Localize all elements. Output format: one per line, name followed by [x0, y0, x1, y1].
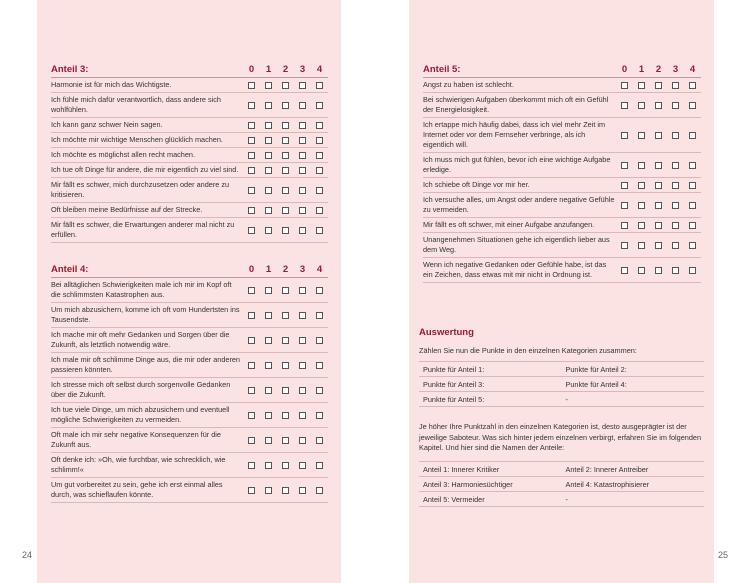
statement-text: Mir fällt es schwer, mich durchzusetzen oder andere zu kritisieren.: [51, 180, 230, 199]
points-row: [419, 377, 704, 392]
scale-label: 3: [299, 64, 306, 75]
rating-checkbox[interactable]: [655, 222, 662, 229]
rating-checkbox[interactable]: [316, 437, 323, 444]
statement-text: Oft denke ich: »Oh, wie furchtbar, wie schrecklich, wie schlimm!«: [51, 455, 226, 474]
statement-row: [51, 148, 328, 163]
rating-checkbox[interactable]: [689, 132, 696, 139]
statement-row: [51, 203, 328, 218]
rating-checkbox[interactable]: [282, 152, 289, 159]
statement-row: [423, 178, 701, 193]
scale-label: 3: [672, 64, 679, 75]
statement-row: [423, 78, 701, 93]
rating-checkbox[interactable]: [248, 337, 255, 344]
statement-row: [51, 378, 328, 403]
points-table: [419, 361, 704, 407]
rating-checkbox[interactable]: [282, 137, 289, 144]
rating-checkbox[interactable]: [316, 122, 323, 129]
statement-text: Ich möchte es möglichst allen recht machen.: [51, 150, 195, 159]
rating-checkbox[interactable]: [248, 287, 255, 294]
rating-checkbox[interactable]: [655, 202, 662, 209]
rating-checkbox[interactable]: [282, 227, 289, 234]
rating-checkbox[interactable]: [248, 227, 255, 234]
rating-checkbox[interactable]: [316, 462, 323, 469]
table-cell: Punkte für Anteil 2:: [565, 364, 627, 374]
rating-checkbox[interactable]: [248, 122, 255, 129]
rating-checkbox[interactable]: [621, 82, 628, 89]
rating-checkbox[interactable]: [299, 312, 306, 319]
auswertung-explanation: Je höher Ihre Punktzahl in den einzelnen Kategorien ist, desto ausgeprägter ist der jeweilige Saboteur. Was sich hinter jedem einzelnen verbirgt, erfahren Sie im folgenden Kapitel. Und hier sind die Namen der Anteile:: [419, 422, 702, 452]
rating-checkbox[interactable]: [299, 387, 306, 394]
rating-checkbox[interactable]: [299, 362, 306, 369]
statement-text: Mir fällt es oft schwer, mit einer Aufgabe anzufangen.: [423, 220, 595, 229]
rating-checkbox[interactable]: [299, 337, 306, 344]
rating-checkbox[interactable]: [621, 132, 628, 139]
scale-label: 2: [655, 64, 662, 75]
rating-checkbox[interactable]: [316, 82, 323, 89]
names-row: [419, 462, 704, 477]
page-number-right: 25: [718, 550, 729, 560]
points-row: [419, 362, 704, 377]
rating-checkbox[interactable]: [282, 437, 289, 444]
rating-checkbox[interactable]: [316, 312, 323, 319]
rating-checkbox[interactable]: [265, 82, 272, 89]
rating-checkbox[interactable]: [316, 487, 323, 494]
statement-text: Ich kann ganz schwer Nein sagen.: [51, 120, 163, 129]
rating-checkbox[interactable]: [655, 267, 662, 274]
rating-checkbox[interactable]: [248, 102, 255, 109]
rating-checkbox[interactable]: [316, 227, 323, 234]
names-row: [419, 492, 704, 507]
statement-row: [51, 118, 328, 133]
rating-checkbox[interactable]: [638, 102, 645, 109]
anteil-4-section: [51, 262, 328, 503]
rating-checkbox[interactable]: [621, 102, 628, 109]
rating-checkbox[interactable]: [638, 242, 645, 249]
rating-checkbox[interactable]: [265, 412, 272, 419]
rating-checkbox[interactable]: [316, 337, 323, 344]
rating-checkbox[interactable]: [316, 387, 323, 394]
rating-checkbox[interactable]: [316, 287, 323, 294]
rating-checkbox[interactable]: [265, 437, 272, 444]
scale-label: 0: [621, 64, 628, 75]
statement-row: [51, 428, 328, 453]
statement-row: [51, 303, 328, 328]
statement-text: Ich stresse mich oft selbst durch sorgenvolle Gedanken über die Zukunft.: [51, 380, 231, 399]
rating-checkbox[interactable]: [316, 137, 323, 144]
rating-checkbox[interactable]: [248, 462, 255, 469]
statement-row: [51, 453, 328, 478]
rating-checkbox[interactable]: [265, 227, 272, 234]
statement-text: Oft male ich mir sehr negative Konsequenzen für die Zukunft aus.: [51, 430, 221, 449]
rating-checkbox[interactable]: [621, 242, 628, 249]
names-table: [419, 461, 704, 507]
rating-checkbox[interactable]: [316, 167, 323, 174]
rating-checkbox[interactable]: [299, 122, 306, 129]
statement-row: [51, 278, 328, 303]
rating-checkbox[interactable]: [299, 487, 306, 494]
rating-checkbox[interactable]: [282, 167, 289, 174]
rating-checkbox[interactable]: [655, 182, 662, 189]
rating-checkbox[interactable]: [299, 437, 306, 444]
rating-checkbox[interactable]: [672, 222, 679, 229]
anteil-5-section: [423, 62, 701, 283]
statement-text: Bei alltäglichen Schwierigkeiten male ich mir im Kopf oft die schlimmsten Katastrophen aus.: [51, 280, 232, 299]
statement-text: Ich versuche alles, um Angst oder andere negative Gefühle zu vermeiden.: [423, 195, 615, 214]
table-cell: -: [565, 494, 568, 504]
rating-checkbox[interactable]: [689, 102, 696, 109]
rating-checkbox[interactable]: [655, 102, 662, 109]
rating-checkbox[interactable]: [265, 152, 272, 159]
rating-checkbox[interactable]: [282, 337, 289, 344]
scale-label: 3: [299, 264, 306, 275]
rating-checkbox[interactable]: [282, 82, 289, 89]
scale-label: 2: [282, 264, 289, 275]
statement-row: [423, 258, 701, 283]
scale-label: 1: [265, 64, 272, 75]
rating-checkbox[interactable]: [621, 202, 628, 209]
statement-row: [51, 218, 328, 243]
scale-label: 4: [689, 64, 696, 75]
section-title: Anteil 4:: [51, 264, 89, 275]
rating-checkbox[interactable]: [265, 387, 272, 394]
left-page: [37, 0, 341, 583]
rating-checkbox[interactable]: [299, 82, 306, 89]
rating-checkbox[interactable]: [282, 102, 289, 109]
statement-text: Unangenehmen Situationen gehe ich eigentlich lieber aus dem Weg.: [423, 235, 610, 254]
rating-checkbox[interactable]: [672, 162, 679, 169]
rating-checkbox[interactable]: [689, 242, 696, 249]
rating-checkbox[interactable]: [672, 202, 679, 209]
statement-text: Ich ertappe mich häufig dabei, dass ich viel mehr Zeit im Internet oder vor dem Fernseher verbringe, als ich eigentlich will.: [423, 120, 606, 149]
table-cell: Anteil 5: Vermeider: [423, 494, 485, 504]
table-cell: Punkte für Anteil 5:: [423, 394, 485, 404]
statement-text: Ich schiebe oft Dinge vor mir her.: [423, 180, 530, 189]
rating-checkbox[interactable]: [265, 312, 272, 319]
rating-checkbox[interactable]: [299, 167, 306, 174]
rating-checkbox[interactable]: [248, 312, 255, 319]
rating-checkbox[interactable]: [265, 462, 272, 469]
rating-checkbox[interactable]: [316, 362, 323, 369]
rating-checkbox[interactable]: [672, 267, 679, 274]
rating-checkbox[interactable]: [265, 487, 272, 494]
scale-label: 0: [248, 264, 255, 275]
rating-checkbox[interactable]: [689, 162, 696, 169]
rating-checkbox[interactable]: [316, 152, 323, 159]
statement-row: [423, 93, 701, 118]
rating-checkbox[interactable]: [282, 122, 289, 129]
statement-text: Angst zu haben ist schlecht.: [423, 80, 514, 89]
rating-checkbox[interactable]: [248, 437, 255, 444]
rating-checkbox[interactable]: [282, 187, 289, 194]
rating-checkbox[interactable]: [248, 207, 255, 214]
table-cell: Punkte für Anteil 1:: [423, 364, 485, 374]
rating-checkbox[interactable]: [672, 102, 679, 109]
rating-checkbox[interactable]: [299, 287, 306, 294]
rating-checkbox[interactable]: [638, 267, 645, 274]
rating-checkbox[interactable]: [248, 82, 255, 89]
rating-checkbox[interactable]: [248, 152, 255, 159]
rating-checkbox[interactable]: [638, 202, 645, 209]
scale-label: 1: [265, 264, 272, 275]
rating-checkbox[interactable]: [265, 102, 272, 109]
rating-checkbox[interactable]: [248, 137, 255, 144]
rating-checkbox[interactable]: [638, 222, 645, 229]
statement-row: [51, 78, 328, 93]
rating-checkbox[interactable]: [655, 242, 662, 249]
rating-checkbox[interactable]: [655, 132, 662, 139]
scale-label: 2: [282, 64, 289, 75]
rating-checkbox[interactable]: [265, 167, 272, 174]
statement-text: Ich fühle mich dafür verantwortlich, dass andere sich wohlfühlen.: [51, 95, 221, 114]
section-title: Anteil 5:: [423, 64, 461, 75]
table-cell: Punkte für Anteil 3:: [423, 379, 485, 389]
rating-checkbox[interactable]: [638, 132, 645, 139]
statement-text: Harmonie ist für mich das Wichtigste.: [51, 80, 172, 89]
table-cell: Punkte für Anteil 4:: [565, 379, 627, 389]
rating-checkbox[interactable]: [265, 337, 272, 344]
scale-label: 4: [316, 64, 323, 75]
scale-label: 4: [316, 264, 323, 275]
rating-checkbox[interactable]: [621, 267, 628, 274]
statement-text: Oft bleiben meine Bedürfnisse auf der Strecke.: [51, 205, 203, 214]
rating-checkbox[interactable]: [282, 387, 289, 394]
rating-checkbox[interactable]: [299, 412, 306, 419]
rating-checkbox[interactable]: [299, 207, 306, 214]
rating-checkbox[interactable]: [265, 137, 272, 144]
rating-checkbox[interactable]: [265, 362, 272, 369]
rating-checkbox[interactable]: [299, 462, 306, 469]
section-header: [51, 62, 328, 78]
rating-checkbox[interactable]: [621, 182, 628, 189]
statement-text: Wenn ich negative Gedanken oder Gefühle habe, ist das ein Zeichen, dass etwas mit mir nicht in Ordnung ist.: [423, 260, 607, 279]
rating-checkbox[interactable]: [316, 207, 323, 214]
table-cell: Anteil 4: Katastrophisierer: [565, 479, 650, 489]
statement-row: [423, 233, 701, 258]
rating-checkbox[interactable]: [689, 182, 696, 189]
rating-checkbox[interactable]: [621, 222, 628, 229]
rating-checkbox[interactable]: [282, 362, 289, 369]
statement-row: [423, 118, 701, 153]
rating-checkbox[interactable]: [248, 362, 255, 369]
scale-label: 1: [638, 64, 645, 75]
anteil-3-section: [51, 62, 328, 243]
rating-checkbox[interactable]: [282, 312, 289, 319]
auswertung-heading: Auswertung: [419, 327, 474, 338]
statement-row: [51, 93, 328, 118]
rating-checkbox[interactable]: [689, 222, 696, 229]
statement-row: [423, 193, 701, 218]
auswertung-intro: Zählen Sie nun die Punkte in den einzelnen Kategorien zusammen:: [419, 346, 637, 355]
rating-checkbox[interactable]: [655, 82, 662, 89]
statement-text: Mir fällt es schwer, die Erwartungen anderer mal nicht zu erfüllen.: [51, 220, 235, 239]
statement-text: Ich tue oft Dinge für andere, die mir eigentlich zu viel sind.: [51, 165, 239, 174]
scale-label: 0: [248, 64, 255, 75]
statement-text: Ich male mir oft schlimme Dinge aus, die mir oder anderen passieren könnten.: [51, 355, 240, 374]
section-header: [423, 62, 701, 78]
section-title: Anteil 3:: [51, 64, 89, 75]
statement-row: [51, 133, 328, 148]
rating-checkbox[interactable]: [282, 462, 289, 469]
statement-row: [51, 478, 328, 503]
rating-checkbox[interactable]: [265, 287, 272, 294]
rating-checkbox[interactable]: [248, 412, 255, 419]
rating-checkbox[interactable]: [672, 82, 679, 89]
rating-checkbox[interactable]: [689, 82, 696, 89]
statement-text: Ich möchte mir wichtige Menschen glücklich machen.: [51, 135, 223, 144]
rating-checkbox[interactable]: [655, 162, 662, 169]
statement-text: Um mich abzusichern, komme ich oft vom Hundertsten ins Tausendste.: [51, 305, 240, 324]
statement-text: Ich tue viele Dinge, um mich abzusichern und eventuell mögliche Schwierigkeiten zu vermeiden.: [51, 405, 230, 424]
statement-text: Ich mache mir oft mehr Gedanken und Sorgen über die Zukunft, als letztlich notwendig wäre.: [51, 330, 230, 349]
statement-row: [51, 163, 328, 178]
statement-row: [51, 178, 328, 203]
rating-checkbox[interactable]: [672, 132, 679, 139]
rating-checkbox[interactable]: [621, 162, 628, 169]
table-cell: Anteil 1: Innerer Kritiker: [423, 464, 500, 474]
rating-checkbox[interactable]: [672, 242, 679, 249]
statement-text: Bei schwierigen Aufgaben überkommt mich oft ein Gefühl der Energielosigkeit.: [423, 95, 609, 114]
rating-checkbox[interactable]: [248, 187, 255, 194]
rating-checkbox[interactable]: [638, 182, 645, 189]
points-row: [419, 392, 704, 407]
rating-checkbox[interactable]: [316, 412, 323, 419]
table-cell: -: [565, 394, 568, 404]
rating-checkbox[interactable]: [265, 207, 272, 214]
statement-text: Ich muss mich gut fühlen, bevor ich eine wichtige Aufgabe erledige.: [423, 155, 611, 174]
rating-checkbox[interactable]: [299, 227, 306, 234]
rating-checkbox[interactable]: [265, 122, 272, 129]
rating-checkbox[interactable]: [689, 267, 696, 274]
rating-checkbox[interactable]: [672, 182, 679, 189]
rating-checkbox[interactable]: [316, 187, 323, 194]
statement-row: [423, 218, 701, 233]
section-header: [51, 262, 328, 278]
statement-row: [423, 153, 701, 178]
rating-checkbox[interactable]: [689, 202, 696, 209]
rating-checkbox[interactable]: [299, 137, 306, 144]
rating-checkbox[interactable]: [265, 187, 272, 194]
rating-checkbox[interactable]: [316, 102, 323, 109]
statement-row: [51, 328, 328, 353]
rating-checkbox[interactable]: [299, 102, 306, 109]
page-number-left: 24: [22, 550, 33, 560]
statement-row: [51, 403, 328, 428]
statement-row: [51, 353, 328, 378]
statement-text: Um gut vorbereitet zu sein, gehe ich erst einmal alles durch, was schieflaufen könnte.: [51, 480, 223, 499]
rating-checkbox[interactable]: [248, 167, 255, 174]
rating-checkbox[interactable]: [638, 82, 645, 89]
rating-checkbox[interactable]: [282, 412, 289, 419]
right-page: [409, 0, 714, 583]
rating-checkbox[interactable]: [299, 152, 306, 159]
table-cell: Anteil 3: Harmoniesüchtiger: [423, 479, 513, 489]
rating-checkbox[interactable]: [299, 187, 306, 194]
table-cell: Anteil 2: Innerer Antreiber: [565, 464, 649, 474]
rating-checkbox[interactable]: [248, 487, 255, 494]
rating-checkbox[interactable]: [638, 162, 645, 169]
rating-checkbox[interactable]: [248, 387, 255, 394]
rating-checkbox[interactable]: [282, 487, 289, 494]
rating-checkbox[interactable]: [282, 207, 289, 214]
rating-checkbox[interactable]: [282, 287, 289, 294]
names-row: [419, 477, 704, 492]
